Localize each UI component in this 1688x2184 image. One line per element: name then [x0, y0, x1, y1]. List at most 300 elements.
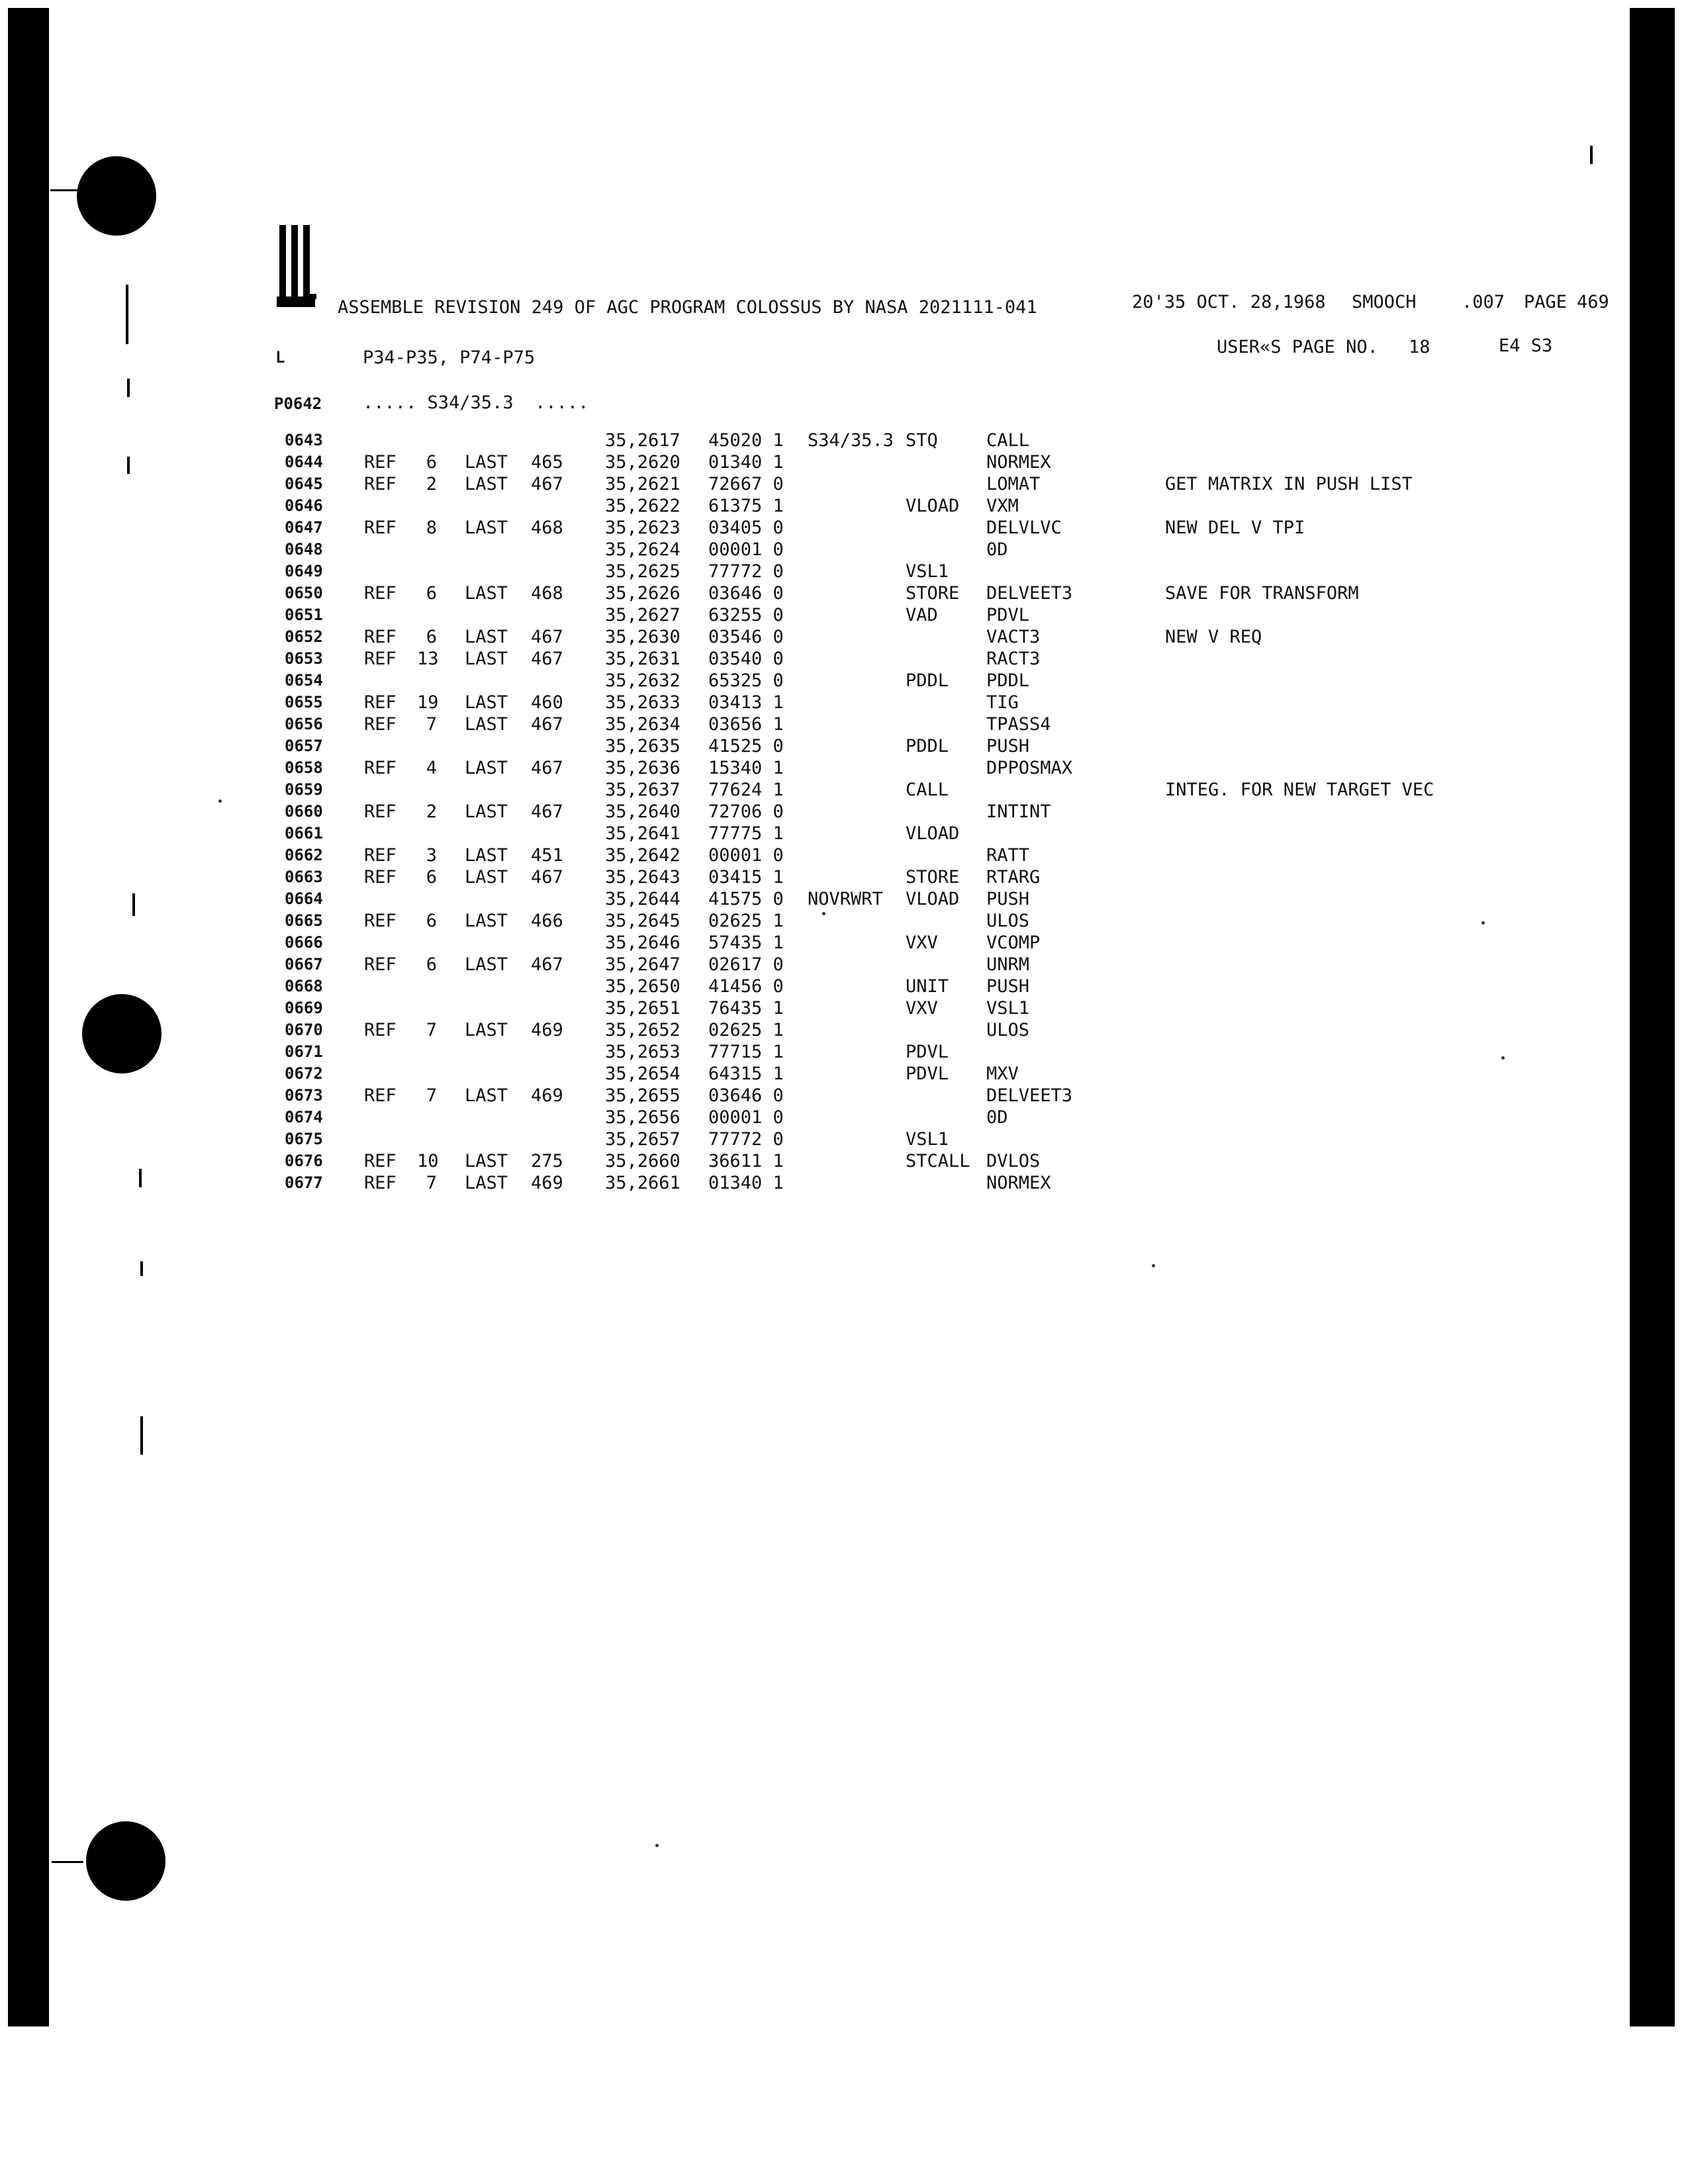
listing-row	[285, 1085, 1145, 1107]
ref-keyword: REF	[364, 452, 397, 473]
address: 35,2650	[605, 976, 680, 997]
octal-code: 03656 1	[708, 714, 784, 735]
octal-code: 77772 0	[708, 561, 784, 582]
comment: NEW V REQ	[1165, 627, 1262, 647]
opcode: STORE	[906, 867, 960, 887]
operand: PUSH	[986, 736, 1030, 756]
line-number: 0674	[285, 1108, 323, 1126]
line-number: 0662	[285, 846, 323, 864]
operand: PDVL	[986, 605, 1030, 625]
address: 35,2641	[605, 823, 680, 844]
listing-row	[285, 757, 1145, 779]
operand: RATT	[986, 845, 1030, 866]
ref-count: 7	[426, 714, 437, 735]
scan-border-left	[8, 8, 49, 2026]
listing-row	[285, 1128, 1145, 1150]
last-line-ref: 451	[531, 845, 563, 866]
listing-row	[285, 976, 1145, 997]
ref-count: 6	[426, 627, 437, 647]
address: 35,2617	[605, 430, 680, 451]
scan-speck	[1501, 1056, 1505, 1060]
comment: SAVE FOR TRANSFORM	[1165, 583, 1359, 604]
address: 35,2640	[605, 801, 680, 822]
octal-code: 36611 1	[708, 1151, 784, 1171]
address: 35,2632	[605, 670, 680, 691]
margin-mark	[127, 379, 130, 397]
octal-code: 02625 1	[708, 1020, 784, 1040]
line-number: 0663	[285, 868, 323, 886]
listing-row	[285, 1172, 1145, 1194]
last-keyword: LAST	[465, 474, 508, 494]
last-keyword: LAST	[465, 692, 508, 713]
address: 35,2636	[605, 758, 680, 778]
octal-code: 03540 0	[708, 649, 784, 669]
listing-row	[285, 517, 1305, 539]
operand: NORMEX	[986, 1173, 1051, 1193]
opcode: VSL1	[906, 1129, 949, 1150]
page-label: PAGE	[1524, 292, 1568, 312]
operand: INTINT	[986, 801, 1051, 822]
operand: VSL1	[986, 998, 1030, 1019]
address: 35,2652	[605, 1020, 680, 1040]
octal-code: 76435 1	[708, 998, 784, 1019]
opcode: STCALL	[906, 1151, 970, 1171]
address: 35,2644	[605, 889, 680, 909]
listing-version: .007	[1462, 292, 1505, 312]
last-keyword: LAST	[465, 649, 508, 669]
ref-count: 7	[426, 1020, 437, 1040]
page-number: 469	[1577, 292, 1609, 312]
margin-mark	[140, 1416, 143, 1455]
octal-code: 72667 0	[708, 474, 784, 494]
last-keyword: LAST	[465, 911, 508, 931]
ref-keyword: REF	[364, 758, 397, 778]
line-number: 0648	[285, 540, 323, 559]
address: 35,2630	[605, 627, 680, 647]
user-page-label: USER«S PAGE NO.	[1217, 337, 1378, 357]
address: 35,2637	[605, 780, 680, 800]
last-line-ref: 467	[531, 627, 563, 647]
ref-code: E4 S3	[1499, 336, 1553, 356]
ref-count: 8	[426, 518, 437, 538]
punch-hole-tick-bottom	[52, 1861, 83, 1863]
octal-code: 65325 0	[708, 670, 784, 691]
line-number: 0675	[285, 1130, 323, 1148]
octal-code: 03413 1	[708, 692, 784, 713]
ref-count: 13	[417, 649, 439, 669]
last-line-ref: 467	[531, 801, 563, 822]
opcode: VLOAD	[906, 496, 960, 516]
ref-count: 10	[417, 1151, 439, 1171]
margin-mark	[127, 457, 130, 474]
octal-code: 63255 0	[708, 605, 784, 625]
line-number: 0651	[285, 606, 323, 624]
ref-keyword: REF	[364, 1085, 397, 1106]
address: 35,2661	[605, 1173, 680, 1193]
operand: PUSH	[986, 889, 1030, 909]
operand: ULOS	[986, 1020, 1030, 1040]
last-line-ref: 466	[531, 911, 563, 931]
octal-code: 03405 0	[708, 518, 784, 538]
operand: DELVEET3	[986, 583, 1073, 604]
operand: DPPOSMAX	[986, 758, 1073, 778]
ref-count: 6	[426, 867, 437, 887]
listing-row	[285, 692, 1145, 713]
octal-code: 01340 1	[708, 1173, 784, 1193]
margin-mark	[132, 893, 135, 916]
last-keyword: LAST	[465, 1173, 508, 1193]
listing-row	[285, 997, 1145, 1019]
ref-keyword: REF	[364, 911, 397, 931]
line-number: 0644	[285, 453, 323, 471]
last-line-ref: 467	[531, 714, 563, 735]
operand: TIG	[986, 692, 1019, 713]
opcode: VAD	[906, 605, 938, 625]
line-number: 0661	[285, 824, 323, 842]
line-number: 0646	[285, 496, 323, 515]
line-number: 0673	[285, 1086, 323, 1105]
opcode: PDVL	[906, 1042, 949, 1062]
label: S34/35.3	[808, 430, 894, 451]
address: 35,2626	[605, 583, 680, 604]
last-line-ref: 467	[531, 649, 563, 669]
punch-hole-tick-top	[50, 189, 82, 191]
ref-count: 6	[426, 583, 437, 604]
last-keyword: LAST	[465, 1020, 508, 1040]
line-number: 0657	[285, 737, 323, 755]
line-number: 0670	[285, 1021, 323, 1039]
line-number: 0659	[285, 780, 323, 799]
line-number: 0672	[285, 1064, 323, 1083]
scan-speck	[655, 1844, 659, 1847]
line-number: 0649	[285, 562, 323, 580]
listing-row	[285, 582, 1359, 604]
line-number: 0656	[285, 715, 323, 733]
address: 35,2657	[605, 1129, 680, 1150]
scan-speck	[1152, 1264, 1155, 1267]
opcode: STQ	[906, 430, 938, 451]
operand: PUSH	[986, 976, 1030, 997]
octal-code: 77715 1	[708, 1042, 784, 1062]
last-line-ref: 468	[531, 518, 563, 538]
ref-keyword: REF	[364, 583, 397, 604]
operand: ULOS	[986, 911, 1030, 931]
last-line-ref: 469	[531, 1173, 563, 1193]
address: 35,2621	[605, 474, 680, 494]
octal-code: 03546 0	[708, 627, 784, 647]
octal-code: 00001 0	[708, 1107, 784, 1128]
address: 35,2642	[605, 845, 680, 866]
assembly-listing	[285, 430, 1434, 1194]
address: 35,2646	[605, 933, 680, 953]
listing-row	[285, 670, 1145, 692]
ref-count: 6	[426, 954, 437, 975]
operand: TPASS4	[986, 714, 1051, 735]
listing-user: SMOOCH	[1352, 292, 1417, 312]
listing-title: ASSEMBLE REVISION 249 OF AGC PROGRAM COLOSSUS BY NASA 2021111-041	[338, 297, 1037, 318]
last-keyword: LAST	[465, 452, 508, 473]
comment: NEW DEL V TPI	[1165, 518, 1305, 538]
line-number: 0654	[285, 671, 323, 690]
octal-code: 01340 1	[708, 452, 784, 473]
listing-row	[285, 735, 1145, 757]
line-number: 0677	[285, 1173, 323, 1192]
listing-row	[285, 1041, 1145, 1063]
octal-code: 00001 0	[708, 845, 784, 866]
address: 35,2651	[605, 998, 680, 1019]
line-number: 0671	[285, 1042, 323, 1061]
operand: LOMAT	[986, 474, 1041, 494]
line-number: 0643	[285, 431, 323, 449]
punch-hole-bottom	[86, 1821, 165, 1901]
line-number: 0666	[285, 933, 323, 952]
last-keyword: LAST	[465, 801, 508, 822]
octal-code: 41525 0	[708, 736, 784, 756]
margin-mark	[1590, 146, 1593, 164]
line-number: 0676	[285, 1152, 323, 1170]
ref-keyword: REF	[364, 474, 397, 494]
ref-keyword: REF	[364, 518, 397, 538]
punch-hole-top	[77, 156, 156, 236]
last-line-ref: 275	[531, 1151, 563, 1171]
ref-keyword: REF	[364, 714, 397, 735]
opcode: PDDL	[906, 736, 949, 756]
listing-row	[285, 1150, 1145, 1172]
operand: PDDL	[986, 670, 1030, 691]
last-line-ref: 468	[531, 583, 563, 604]
ref-keyword: REF	[364, 692, 397, 713]
ref-count: 2	[426, 801, 437, 822]
address: 35,2620	[605, 452, 680, 473]
address: 35,2656	[605, 1107, 680, 1128]
ref-count: 19	[417, 692, 439, 713]
listing-row	[285, 473, 1413, 495]
listing-row	[285, 888, 1145, 910]
address: 35,2653	[605, 1042, 680, 1062]
octal-code: 61375 1	[708, 496, 784, 516]
ref-count: 4	[426, 758, 437, 778]
last-keyword: LAST	[465, 954, 508, 975]
line-number: 0660	[285, 802, 323, 821]
page-marker-line: P0642	[274, 394, 322, 413]
listing-row	[285, 1107, 1145, 1128]
address: 35,2622	[605, 496, 680, 516]
listing-row	[285, 801, 1145, 823]
octal-code: 77775 1	[708, 823, 784, 844]
last-line-ref: 465	[531, 452, 563, 473]
listing-row	[285, 823, 1145, 844]
line-number: 0645	[285, 475, 323, 493]
margin-mark	[139, 1169, 142, 1187]
octal-code: 41456 0	[708, 976, 784, 997]
line-number: 0665	[285, 911, 323, 930]
scan-speck	[1481, 921, 1485, 925]
operand: NORMEX	[986, 452, 1051, 473]
address: 35,2625	[605, 561, 680, 582]
listing-row	[285, 430, 1145, 451]
listing-row	[285, 910, 1145, 932]
ref-keyword: REF	[364, 1151, 397, 1171]
operand: RTARG	[986, 867, 1041, 887]
listing-timestamp: 20'35 OCT. 28,1968	[1132, 292, 1326, 312]
last-keyword: LAST	[465, 583, 508, 604]
listing-row	[285, 1063, 1145, 1085]
listing-row	[285, 539, 1145, 561]
last-line-ref: 469	[531, 1085, 563, 1106]
address: 35,2645	[605, 911, 680, 931]
listing-row	[285, 866, 1145, 888]
operand: 0D	[986, 539, 1008, 560]
last-keyword: LAST	[465, 627, 508, 647]
ref-count: 2	[426, 474, 437, 494]
octal-code: 64315 1	[708, 1064, 784, 1084]
scan-speck	[218, 799, 222, 803]
opcode: VXV	[906, 933, 938, 953]
opcode: VXV	[906, 998, 938, 1019]
operand: MXV	[986, 1064, 1019, 1084]
listing-row	[285, 932, 1145, 954]
octal-code: 15340 1	[708, 758, 784, 778]
listing-row	[285, 561, 1145, 582]
octal-code: 57435 1	[708, 933, 784, 953]
ref-keyword: REF	[364, 649, 397, 669]
octal-code: 02617 0	[708, 954, 784, 975]
opcode: VLOAD	[906, 823, 960, 844]
listing-row	[285, 626, 1262, 648]
opcode: PDVL	[906, 1064, 949, 1084]
octal-code: 03415 1	[708, 867, 784, 887]
ref-count: 6	[426, 452, 437, 473]
comment: GET MATRIX IN PUSH LIST	[1165, 474, 1413, 494]
listing-row	[285, 954, 1145, 976]
address: 35,2643	[605, 867, 680, 887]
ref-count: 7	[426, 1173, 437, 1193]
line-number: 0664	[285, 889, 323, 908]
listing-row	[285, 1019, 1145, 1041]
address: 35,2623	[605, 518, 680, 538]
opcode: CALL	[906, 780, 949, 800]
opcode: UNIT	[906, 976, 949, 997]
ref-keyword: REF	[364, 954, 397, 975]
opcode: VLOAD	[906, 889, 960, 909]
last-keyword: LAST	[465, 1151, 508, 1171]
margin-mark	[126, 285, 128, 344]
line-number: 0655	[285, 693, 323, 711]
octal-code: 41575 0	[708, 889, 784, 909]
user-page-number: 18	[1409, 337, 1430, 357]
octal-code: 03646 0	[708, 583, 784, 604]
ref-keyword: REF	[364, 845, 397, 866]
last-line-ref: 460	[531, 692, 563, 713]
ref-keyword: REF	[364, 1020, 397, 1040]
address: 35,2660	[605, 1151, 680, 1171]
last-line-ref: 467	[531, 954, 563, 975]
line-number: 0647	[285, 518, 323, 537]
address: 35,2627	[605, 605, 680, 625]
last-line-ref: 467	[531, 758, 563, 778]
ref-keyword: REF	[364, 867, 397, 887]
address: 35,2655	[605, 1085, 680, 1106]
scan-border-right	[1630, 8, 1675, 2026]
last-line-ref: 469	[531, 1020, 563, 1040]
operand: RACT3	[986, 649, 1041, 669]
octal-code: 03646 0	[708, 1085, 784, 1106]
comment: INTEG. FOR NEW TARGET VEC	[1165, 780, 1434, 800]
octal-code: 02625 1	[708, 911, 784, 931]
listing-row	[285, 779, 1434, 801]
octal-code: 45020 1	[708, 430, 784, 451]
address: 35,2631	[605, 649, 680, 669]
address: 35,2635	[605, 736, 680, 756]
address: 35,2654	[605, 1064, 680, 1084]
operand: VCOMP	[986, 933, 1041, 953]
address: 35,2624	[605, 539, 680, 560]
last-line-ref: 467	[531, 867, 563, 887]
listing-row	[285, 648, 1145, 670]
page-marker-text: ..... S34/35.3 .....	[363, 392, 589, 413]
ref-keyword: REF	[364, 627, 397, 647]
octal-code: 00001 0	[708, 539, 784, 560]
listing-row	[285, 604, 1145, 626]
address: 35,2647	[605, 954, 680, 975]
octal-code: 77772 0	[708, 1129, 784, 1150]
octal-code: 72706 0	[708, 801, 784, 822]
section-title: P34-P35, P74-P75	[363, 347, 536, 368]
operand: UNRM	[986, 954, 1030, 975]
last-keyword: LAST	[465, 518, 508, 538]
line-number: 0652	[285, 627, 323, 646]
margin-mark	[140, 1261, 143, 1276]
line-number: 0658	[285, 758, 323, 777]
address: 35,2633	[605, 692, 680, 713]
octal-code: 77624 1	[708, 780, 784, 800]
operand: DELVEET3	[986, 1085, 1073, 1106]
line-number: 0653	[285, 649, 323, 668]
line-number: 0650	[285, 584, 323, 602]
listing-row	[285, 844, 1145, 866]
line-number: 0668	[285, 977, 323, 995]
label: NOVRWRT	[808, 889, 883, 909]
printer-logo-icon	[277, 225, 318, 312]
operand: DVLOS	[986, 1151, 1041, 1171]
operand: 0D	[986, 1107, 1008, 1128]
listing-row	[285, 451, 1145, 473]
line-number: 0669	[285, 999, 323, 1017]
opcode: VSL1	[906, 561, 949, 582]
last-keyword: LAST	[465, 1085, 508, 1106]
punch-hole-middle	[82, 994, 162, 1073]
operand: VXM	[986, 496, 1019, 516]
ref-keyword: REF	[364, 801, 397, 822]
last-keyword: LAST	[465, 758, 508, 778]
ref-count: 7	[426, 1085, 437, 1106]
line-number: 0667	[285, 955, 323, 974]
opcode: STORE	[906, 583, 960, 604]
ref-count: 6	[426, 911, 437, 931]
address: 35,2634	[605, 714, 680, 735]
operand: VACT3	[986, 627, 1041, 647]
mark-l: L	[275, 348, 285, 367]
listing-row	[285, 495, 1145, 517]
last-keyword: LAST	[465, 714, 508, 735]
ref-keyword: REF	[364, 1173, 397, 1193]
last-line-ref: 467	[531, 474, 563, 494]
opcode: PDDL	[906, 670, 949, 691]
listing-row	[285, 713, 1145, 735]
last-keyword: LAST	[465, 845, 508, 866]
operand: CALL	[986, 430, 1030, 451]
ref-count: 3	[426, 845, 437, 866]
